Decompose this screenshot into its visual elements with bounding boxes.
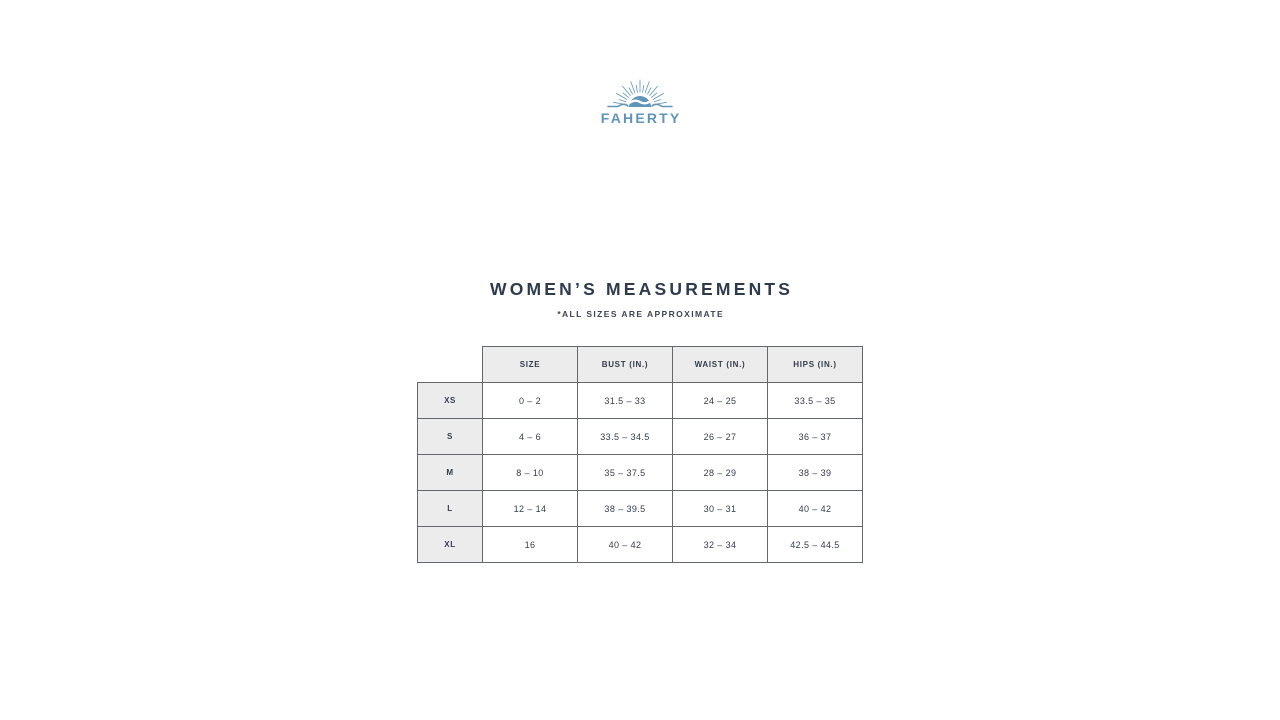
page-title: WOMEN’S MEASUREMENTS [490, 279, 794, 299]
brand-logo [0, 75, 1280, 126]
table-row [418, 455, 863, 491]
size-cell: 16 [483, 527, 578, 563]
hips-cell: 36 – 37 [768, 419, 863, 455]
row-label: XL [418, 527, 483, 563]
column-header-bust: BUST (IN.) [578, 347, 673, 383]
table-header-row [418, 347, 863, 383]
bust-cell: 38 – 39.5 [578, 491, 673, 527]
size-cell: 4 – 6 [483, 419, 578, 455]
bust-cell: 33.5 – 34.5 [578, 419, 673, 455]
table-row [418, 419, 863, 455]
waist-cell: 24 – 25 [673, 383, 768, 419]
measurements-heading [0, 279, 1280, 319]
table-row [418, 491, 863, 527]
bust-cell: 40 – 42 [578, 527, 673, 563]
size-cell: 0 – 2 [483, 383, 578, 419]
waist-cell: 26 – 27 [673, 419, 768, 455]
column-header-hips: HIPS (IN.) [768, 347, 863, 383]
row-label: M [418, 455, 483, 491]
table-row [418, 383, 863, 419]
column-header-waist: WAIST (IN.) [673, 347, 768, 383]
hips-cell: 40 – 42 [768, 491, 863, 527]
waist-cell: 28 – 29 [673, 455, 768, 491]
bust-cell: 35 – 37.5 [578, 455, 673, 491]
table-row [418, 527, 863, 563]
brand-wordmark: FAHERTY [600, 110, 682, 126]
hips-cell: 42.5 – 44.5 [768, 527, 863, 563]
hips-cell: 33.5 – 35 [768, 383, 863, 419]
size-cell: 8 – 10 [483, 455, 578, 491]
sunburst-wave-icon [601, 75, 679, 109]
table-corner-cell [418, 347, 483, 383]
bust-cell: 31.5 – 33 [578, 383, 673, 419]
page-subtitle: *ALL SIZES ARE APPROXIMATE [557, 309, 725, 319]
measurements-table [417, 346, 863, 563]
waist-cell: 30 – 31 [673, 491, 768, 527]
hips-cell: 38 – 39 [768, 455, 863, 491]
row-label: S [418, 419, 483, 455]
waist-cell: 32 – 34 [673, 527, 768, 563]
row-label: XS [418, 383, 483, 419]
row-label: L [418, 491, 483, 527]
column-header-size: SIZE [483, 347, 578, 383]
size-cell: 12 – 14 [483, 491, 578, 527]
